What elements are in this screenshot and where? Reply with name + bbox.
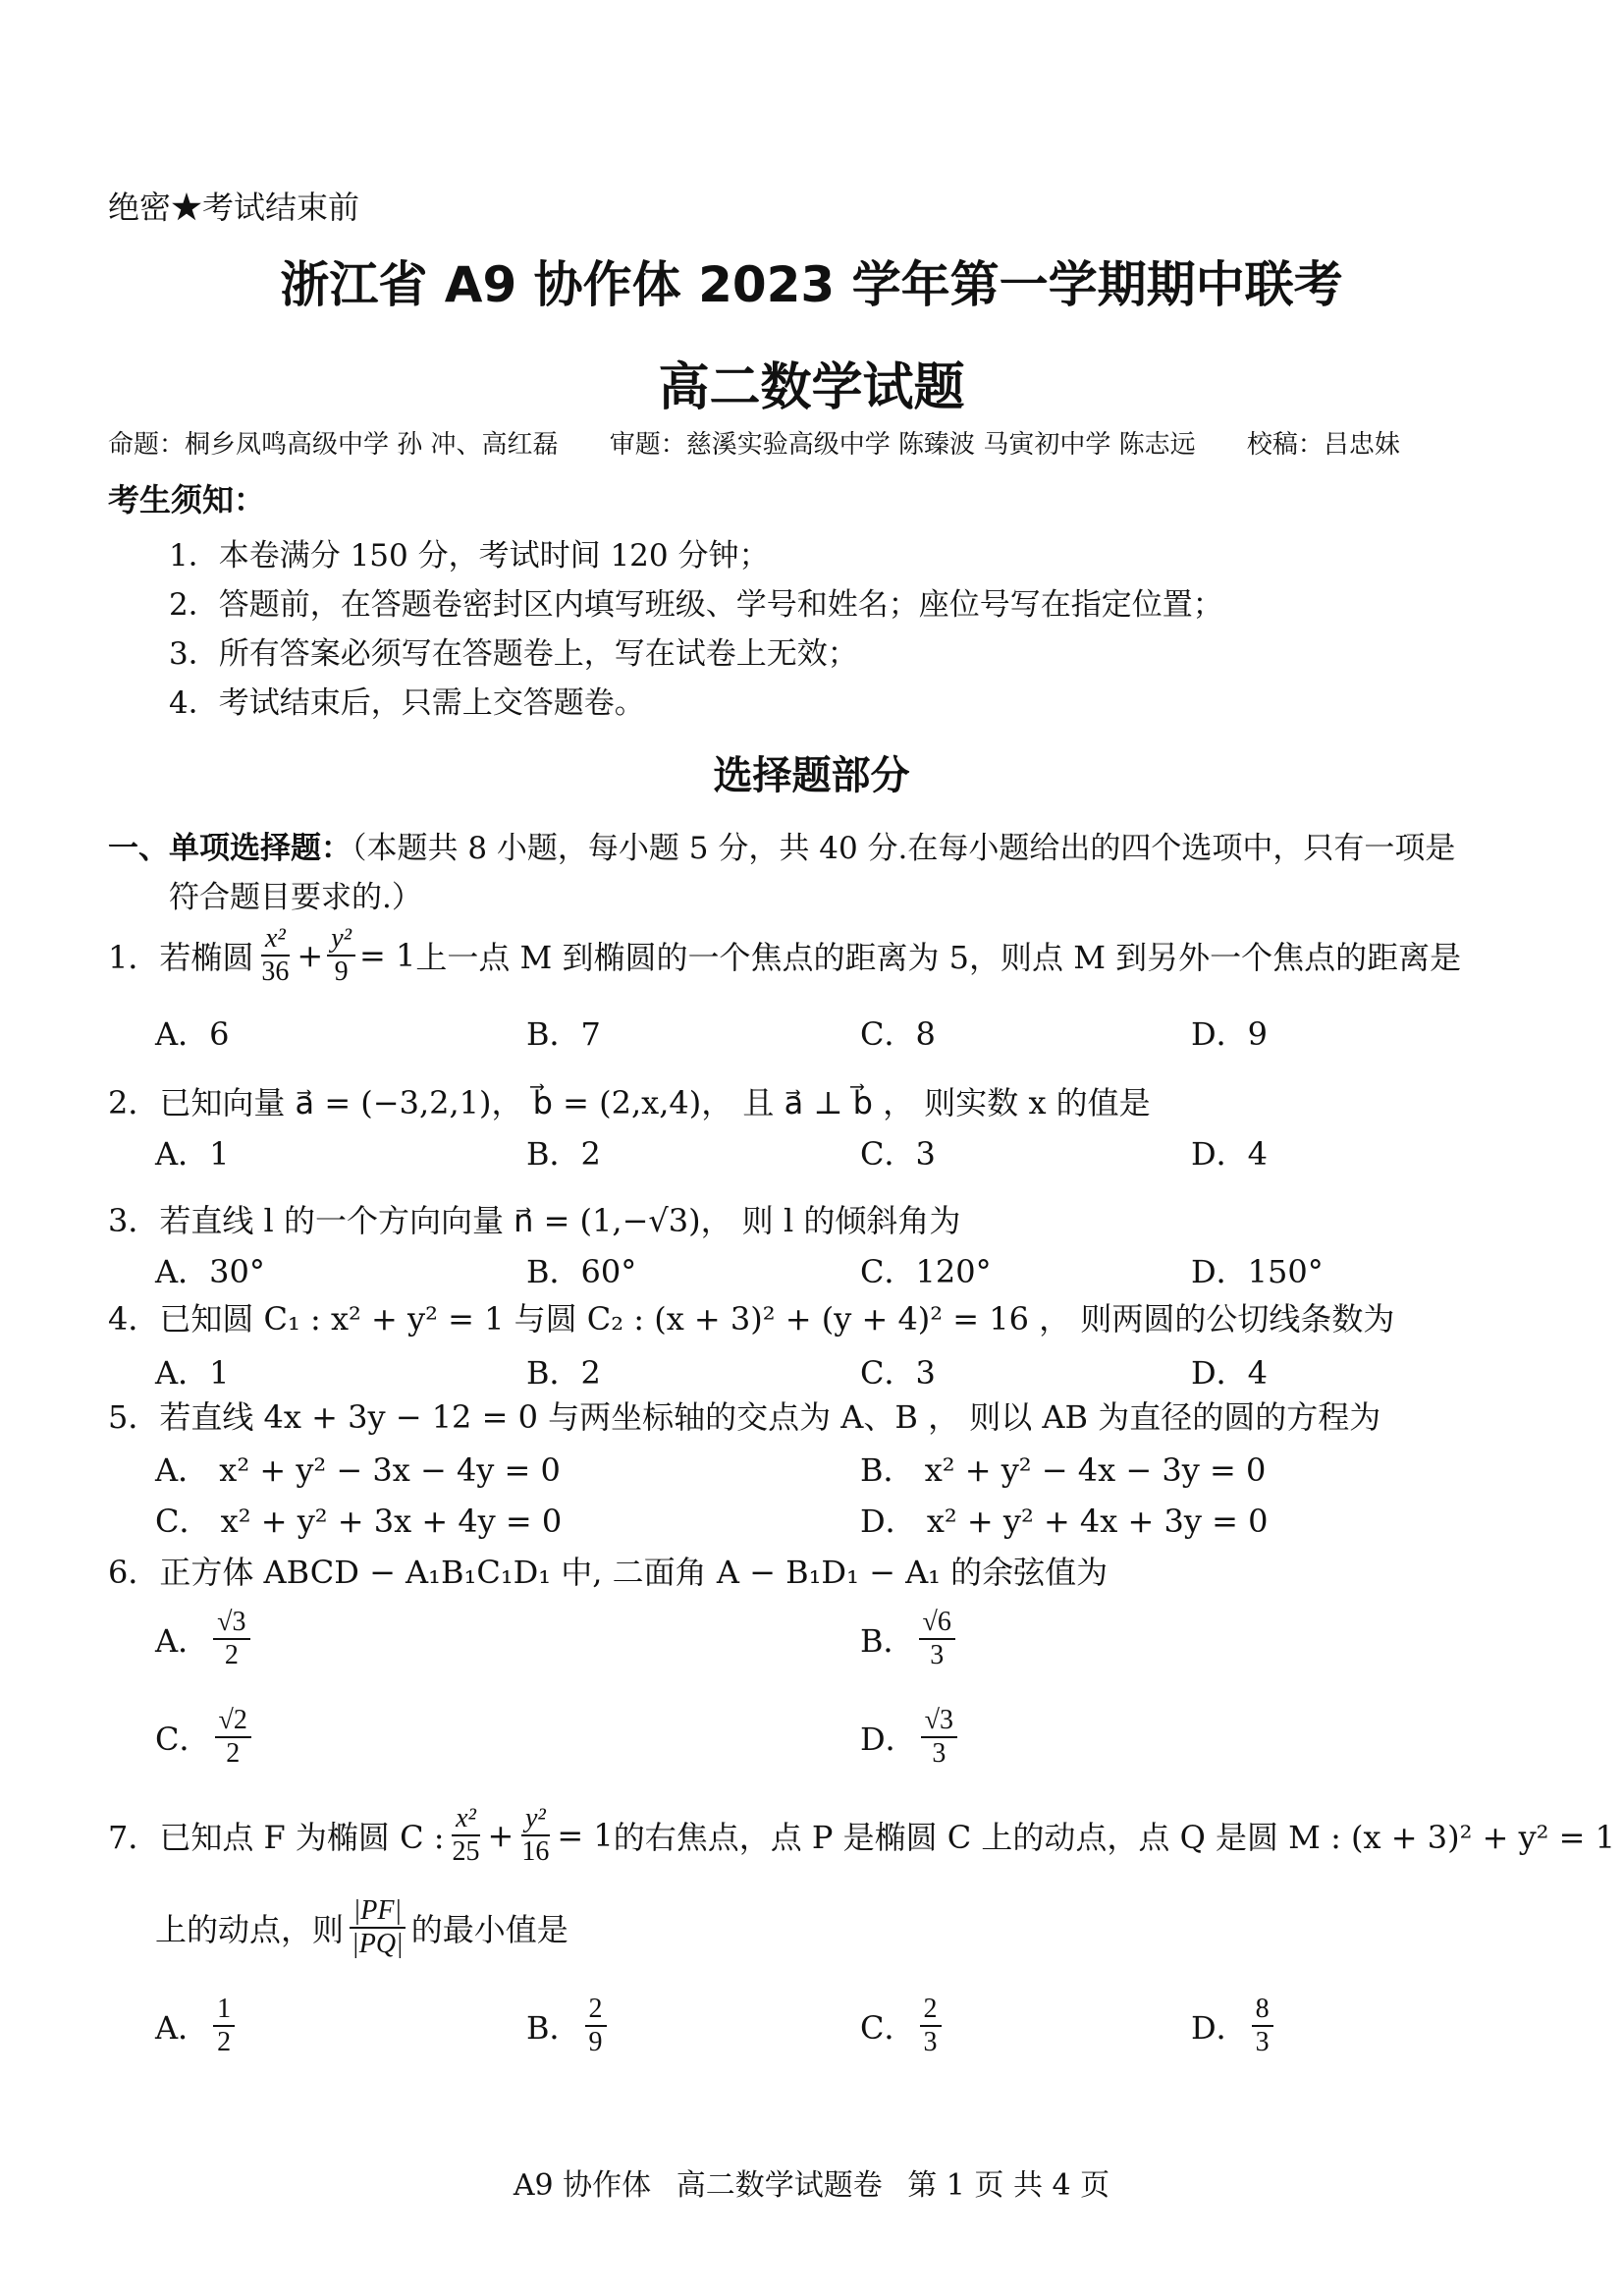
- option-b: B．60°: [526, 1253, 637, 1290]
- question-6: 6．正方体 ABCD − A₁B₁C₁D₁ 中, 二面角 A − B₁D₁ − A₁ 的余弦值为: [108, 1554, 1109, 1591]
- footer-page-number: 第 1 页 共 4 页: [907, 2168, 1110, 2203]
- fraction: [257, 923, 293, 988]
- fraction-denominator: 3: [932, 1738, 947, 1770]
- notice-item: 3．所有答案必须写在答题卷上，写在试卷上无效；: [169, 636, 858, 672]
- credits-proofreader: 校稿：吕忠妹: [1246, 430, 1400, 460]
- option-a: [155, 1607, 254, 1671]
- notice-item: 2．答题前，在答题卷密封区内填写班级、学号和姓名；座位号写在指定位置；: [169, 587, 1223, 623]
- notice-item: 1．本卷满分 150 分，考试时间 120 分钟；: [169, 538, 770, 574]
- fraction-numerator: |PF|: [350, 1895, 406, 1929]
- option-d: [860, 1705, 961, 1770]
- fraction-denominator: 9: [588, 2027, 603, 2058]
- option-c: C．3: [860, 1135, 936, 1173]
- option-a: A．1: [155, 1354, 230, 1392]
- question-3: 3．若直线 l 的一个方向向量 n⃗ = (1,−√3)， 则 l 的倾斜角为: [108, 1202, 961, 1239]
- option-d: D．9: [1191, 1015, 1269, 1053]
- question-text: 若椭圆: [159, 939, 254, 977]
- fraction-denominator: 25: [452, 1836, 480, 1868]
- fraction: [348, 1895, 407, 1960]
- fraction-numerator: y²: [521, 1803, 550, 1836]
- question-number: 1．: [108, 939, 160, 977]
- option-c: C．8: [860, 1015, 936, 1053]
- notice-title: 考生须知：: [108, 481, 266, 519]
- fraction: [213, 1994, 235, 2058]
- part-heading: [108, 823, 1455, 867]
- option-d: [1191, 1994, 1277, 2058]
- option-b: [526, 1994, 611, 2058]
- option-label: B．: [860, 1622, 915, 1661]
- fraction: [449, 1803, 484, 1868]
- fraction-numerator: √3: [921, 1705, 957, 1738]
- section-title: 选择题部分: [713, 753, 910, 798]
- question-4: 4．已知圆 C₁ : x² + y² = 1 与圆 C₂ : (x + 3)² + (y + 4)² = 16 ， 则两圆的公切线条数为: [108, 1300, 1395, 1338]
- question-2: 2．已知向量 a⃗ = (−3,2,1)， b⃗ = (2,x,4)， 且 a⃗ ⊥ b⃗ ， 则实数 x 的值是: [108, 1084, 1151, 1121]
- option-b: B．2: [526, 1135, 601, 1173]
- fraction: [921, 1705, 957, 1770]
- option-c: [860, 1994, 946, 2058]
- fraction-denominator: 16: [521, 1836, 550, 1868]
- footer-org: A9 协作体: [513, 2168, 652, 2203]
- option-d: D．150°: [1191, 1253, 1324, 1290]
- option-b: B． x² + y² − 4x − 3y = 0: [860, 1451, 1267, 1489]
- option-d: D． x² + y² + 4x + 3y = 0: [860, 1503, 1269, 1540]
- question-text: 上的动点，则: [155, 1911, 345, 1949]
- fraction-numerator: 1: [213, 1994, 235, 2027]
- fraction: [919, 1607, 955, 1671]
- page-footer: [0, 2160, 1623, 2204]
- fraction-denominator: 2: [226, 1738, 241, 1770]
- fraction-numerator: x²: [261, 923, 290, 957]
- notice-item: 4．考试结束后，只需上交答题卷。: [169, 685, 645, 721]
- part-description-continued: 符合题目要求的.）: [169, 880, 422, 915]
- fraction-denominator: 2: [224, 1640, 239, 1671]
- question-text: 的最小值是: [410, 1911, 568, 1949]
- fraction-numerator: 2: [585, 1994, 607, 2027]
- fraction-numerator: 8: [1252, 1994, 1273, 2027]
- option-b: [860, 1607, 959, 1671]
- fraction: [585, 1994, 607, 2058]
- fraction: [1252, 1994, 1273, 2058]
- confidential-label: 绝密★考试结束前: [108, 189, 360, 226]
- option-label: C．: [860, 2009, 916, 2048]
- option-d: D．4: [1191, 1135, 1269, 1173]
- question-text: 已知点 F 为椭圆 C :: [159, 1819, 445, 1857]
- option-label: C．: [155, 1721, 211, 1759]
- fraction: [327, 923, 355, 988]
- fraction: [920, 1994, 942, 2058]
- option-c: [155, 1705, 255, 1770]
- credits-author: 命题：桐乡凤鸣高级中学 孙 冲、高红磊: [108, 430, 559, 460]
- part-label: 一、单项选择题：: [108, 831, 352, 866]
- fraction-numerator: √6: [919, 1607, 955, 1640]
- option-c: C． x² + y² + 3x + 4y = 0: [155, 1503, 563, 1540]
- equation-rhs: = 1: [359, 937, 416, 975]
- equation-rhs: = 1: [557, 1817, 614, 1855]
- credits-line: [108, 424, 1522, 461]
- question-7-continued: [155, 1895, 568, 1960]
- fraction: [517, 1803, 553, 1868]
- option-a: A．1: [155, 1135, 230, 1173]
- option-d: D．4: [1191, 1354, 1269, 1392]
- exam-title: 浙江省 A9 协作体 2023 学年第一学期期中联考: [280, 256, 1343, 313]
- fraction-numerator: √3: [213, 1607, 249, 1640]
- option-b: B．7: [526, 1015, 601, 1053]
- question-1: [108, 923, 1461, 988]
- fraction-numerator: 2: [920, 1994, 942, 2027]
- fraction-numerator: √2: [215, 1705, 251, 1738]
- fraction-denominator: |PQ|: [352, 1929, 404, 1960]
- fraction-denominator: 3: [930, 1640, 945, 1671]
- footer-paper: 高二数学试题卷: [676, 2168, 883, 2203]
- question-5: 5．若直线 4x + 3y − 12 = 0 与两坐标轴的交点为 A、B ， 则以 AB 为直径的圆的方程为: [108, 1398, 1381, 1436]
- option-a: A． x² + y² − 3x − 4y = 0: [155, 1451, 561, 1489]
- fraction-denominator: 9: [334, 957, 349, 988]
- fraction-denominator: 3: [923, 2027, 938, 2058]
- plus-sign: +: [487, 1817, 514, 1855]
- question-7: [108, 1803, 1615, 1868]
- option-b: B．2: [526, 1354, 601, 1392]
- fraction-denominator: 3: [1255, 2027, 1270, 2058]
- option-label: A．: [155, 1622, 210, 1661]
- plus-sign: +: [297, 937, 324, 975]
- fraction-denominator: 36: [261, 957, 290, 988]
- fraction: [213, 1607, 249, 1671]
- question-number: 7．: [108, 1819, 160, 1857]
- option-label: D．: [860, 1721, 917, 1759]
- option-label: B．: [526, 2009, 581, 2048]
- option-label: D．: [1191, 2009, 1248, 2048]
- option-a: A．30°: [155, 1253, 265, 1290]
- fraction-numerator: y²: [327, 923, 355, 957]
- fraction-denominator: 2: [217, 2027, 232, 2058]
- fraction-numerator: x²: [452, 1803, 480, 1836]
- option-a: [155, 1994, 239, 2058]
- option-a: A．6: [155, 1015, 230, 1053]
- exam-subtitle: 高二数学试题: [658, 358, 965, 417]
- option-c: C．120°: [860, 1253, 992, 1290]
- option-label: A．: [155, 2009, 210, 2048]
- question-text: 的右焦点，点 P 是椭圆 C 上的动点，点 Q 是圆 M : (x + 3)² + y² = 1: [613, 1819, 1615, 1857]
- part-description: （本题共 8 小题，每小题 5 分，共 40 分.在每小题给出的四个选项中，只有一项是: [352, 831, 1456, 866]
- option-c: C．3: [860, 1354, 936, 1392]
- fraction: [215, 1705, 251, 1770]
- question-text: 上一点 M 到椭圆的一个焦点的距离为 5，则点 M 到另外一个焦点的距离是: [415, 939, 1462, 977]
- credits-reviewer: 审题：慈溪实验高级中学 陈臻波 马寅初中学 陈志远: [609, 430, 1196, 460]
